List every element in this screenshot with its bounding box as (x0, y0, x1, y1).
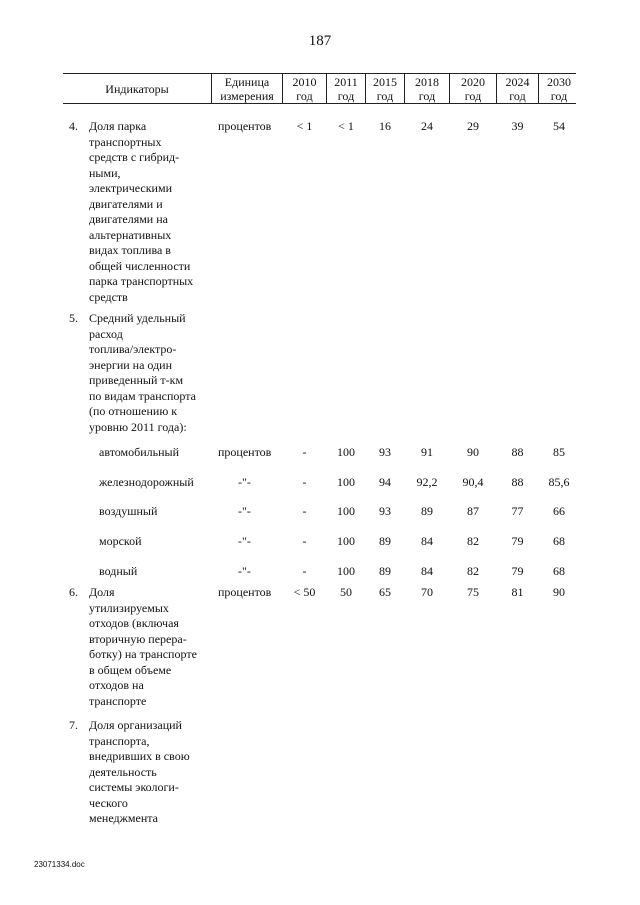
sub-row-label: морской (99, 534, 142, 548)
value-cell: < 1 (296, 119, 313, 133)
value-cell: 39 (511, 119, 524, 133)
value-cell: < 50 (293, 585, 316, 599)
header-year-2030: 2030 год (547, 75, 571, 103)
value-cell: 89 (379, 564, 391, 578)
header-bottom-rule (63, 103, 576, 104)
header-unit (212, 75, 282, 103)
row-indicator-text: Средний удельный расход топлива/электро- энергии на один приведенный т-км по видам транспорта (по отношению к уровню 2011 года): (89, 311, 196, 434)
value-cell: 91 (421, 445, 433, 459)
value-cell: 68 (553, 534, 565, 548)
value-cell: 87 (467, 504, 479, 518)
value-cell: 100 (337, 534, 355, 548)
value-cell: 90 (467, 445, 479, 459)
header-unit-line2: измерения (220, 89, 274, 103)
header-year-2024: 2024 год (505, 75, 530, 103)
row-unit: процентов (218, 445, 272, 459)
value-cell: 88 (511, 445, 524, 459)
value-cell: 89 (379, 534, 391, 548)
value-cell: 88 (511, 475, 524, 489)
header-year-2018: 2018 год (415, 75, 439, 103)
row-number: 5. (69, 311, 78, 325)
value-cell: 79 (511, 564, 524, 578)
sub-row-label: железнодорожный (99, 475, 194, 489)
header-unit-line1: Единица (224, 75, 270, 89)
value-cell: 100 (337, 564, 355, 578)
sub-row-label: автомобильный (99, 445, 180, 459)
value-cell: - (302, 564, 307, 578)
value-cell: - (302, 475, 307, 489)
header-year-2020: 2020 год (461, 75, 485, 103)
row-unit: процентов (218, 119, 272, 133)
value-cell: 82 (467, 534, 479, 548)
value-cell: - (302, 445, 307, 459)
value-cell: 77 (511, 504, 524, 518)
value-cell: - (302, 534, 307, 548)
value-cell: - (302, 504, 307, 518)
row-indicator-text: Доля утилизируемых отходов (включая вторичную перера- ботку) на транспорте в общем объеме отходов на транспорте (89, 585, 197, 708)
value-cell: 68 (553, 564, 565, 578)
value-cell: 100 (337, 475, 355, 489)
value-cell: 85 (553, 445, 565, 459)
value-cell: < 1 (338, 119, 354, 133)
header-year-2015: 2015 год (373, 75, 397, 103)
header-indicators: Индикаторы (105, 82, 169, 96)
value-cell: 93 (379, 504, 391, 518)
header-year-2010: 2010 год (292, 75, 317, 103)
page-number: 187 (308, 33, 332, 49)
row-indicator-text: Доля организаций транспорта, внедривших в свою деятельность системы экологи- ческого менеджмента (89, 718, 190, 825)
value-cell: 100 (337, 445, 355, 459)
value-cell: 94 (379, 475, 391, 489)
header-year-2011: 2011 год (334, 75, 358, 103)
value-cell: 100 (337, 504, 355, 518)
value-cell: 89 (421, 504, 433, 518)
value-cell: 66 (553, 504, 565, 518)
row-number: 6. (69, 585, 78, 599)
value-cell: 92,2 (416, 475, 438, 489)
row-unit: -"- (238, 564, 251, 578)
value-cell: 16 (379, 119, 391, 133)
value-cell: 75 (467, 585, 479, 599)
value-cell: 84 (421, 564, 433, 578)
value-cell: 93 (379, 445, 391, 459)
value-cell: 90 (553, 585, 565, 599)
row-number: 7. (69, 718, 78, 732)
value-cell: 29 (467, 119, 479, 133)
value-cell: 50 (340, 585, 352, 599)
value-cell: 54 (553, 119, 565, 133)
header-top-rule (63, 73, 576, 74)
value-cell: 70 (421, 585, 433, 599)
row-number: 4. (69, 119, 78, 133)
sub-row-label: водный (99, 564, 138, 578)
row-unit: -"- (238, 504, 251, 518)
sub-row-label: воздушный (99, 504, 158, 518)
row-indicator-text: Доля парка транспортных средств с гибрид- ными, электрическими двигателями и двигателями на альтернативных видах топлива в общей численности парка транспортных средств (89, 119, 194, 304)
value-cell: 24 (421, 119, 433, 133)
row-unit: процентов (218, 585, 272, 599)
row-unit: -"- (238, 475, 251, 489)
value-cell: 90,4 (462, 475, 484, 489)
value-cell: 82 (467, 564, 479, 578)
value-cell: 84 (421, 534, 433, 548)
value-cell: 79 (511, 534, 524, 548)
value-cell: 85,6 (548, 475, 570, 489)
value-cell: 65 (379, 585, 391, 599)
row-unit: -"- (238, 534, 251, 548)
value-cell: 81 (511, 585, 524, 599)
footer-filename: 23071334.doc (34, 860, 85, 869)
